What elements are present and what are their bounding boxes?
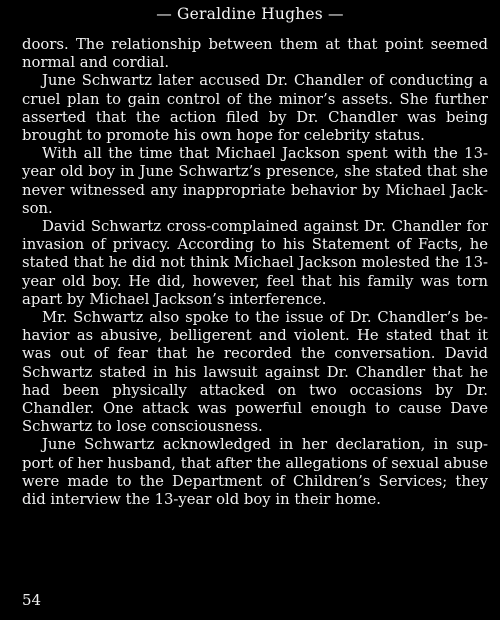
- paragraph: With all the time that Michael Jackson spent with the 13-year old boy in June Schwartz’s presence, she stated that she never witnessed any inappropriate behavior by Michael Jackson.: [22, 145, 488, 217]
- paragraph: June Schwartz acknowledged in her declaration, in support of her husband, that after the allegations of sexual abuse were made to the Department of Children’s Services; they did interview the 13-year old boy in their home.: [22, 436, 488, 509]
- paragraph-continued: doors. The relationship between them at that point seemed normal and cordial.: [22, 36, 488, 72]
- body-text: [22, 36, 488, 509]
- paragraph: June Schwartz later accused Dr. Chandler of conducting a cruel plan to gain control of the minor’s assets. She further asserted that the action filed by Dr. Chandler was being brought to promote his own hope for celebrity status.: [22, 72, 488, 145]
- paragraph: David Schwartz cross-complained against Dr. Chandler for invasion of privacy. According to his Statement of Facts, he stated that he did not think Michael Jackson molested the 13-year old boy. He did, however, feel that his family was torn apart by Michael Jackson’s interference.: [22, 218, 488, 308]
- running-head: — Geraldine Hughes —: [156, 5, 344, 23]
- page-number: 54: [22, 591, 42, 609]
- paragraph: Mr. Schwartz also spoke to the issue of Dr. Chandler’s behavior as abusive, belligerent and violent. He stated that it was out of fear that he recorded the conversation. David Schwartz stated in his lawsuit against Dr. Chandler that he had been physically attacked on two occasions by Dr. Chandler. One attack was powerful enough to cause Dave Schwartz to lose consciousness.: [22, 309, 488, 436]
